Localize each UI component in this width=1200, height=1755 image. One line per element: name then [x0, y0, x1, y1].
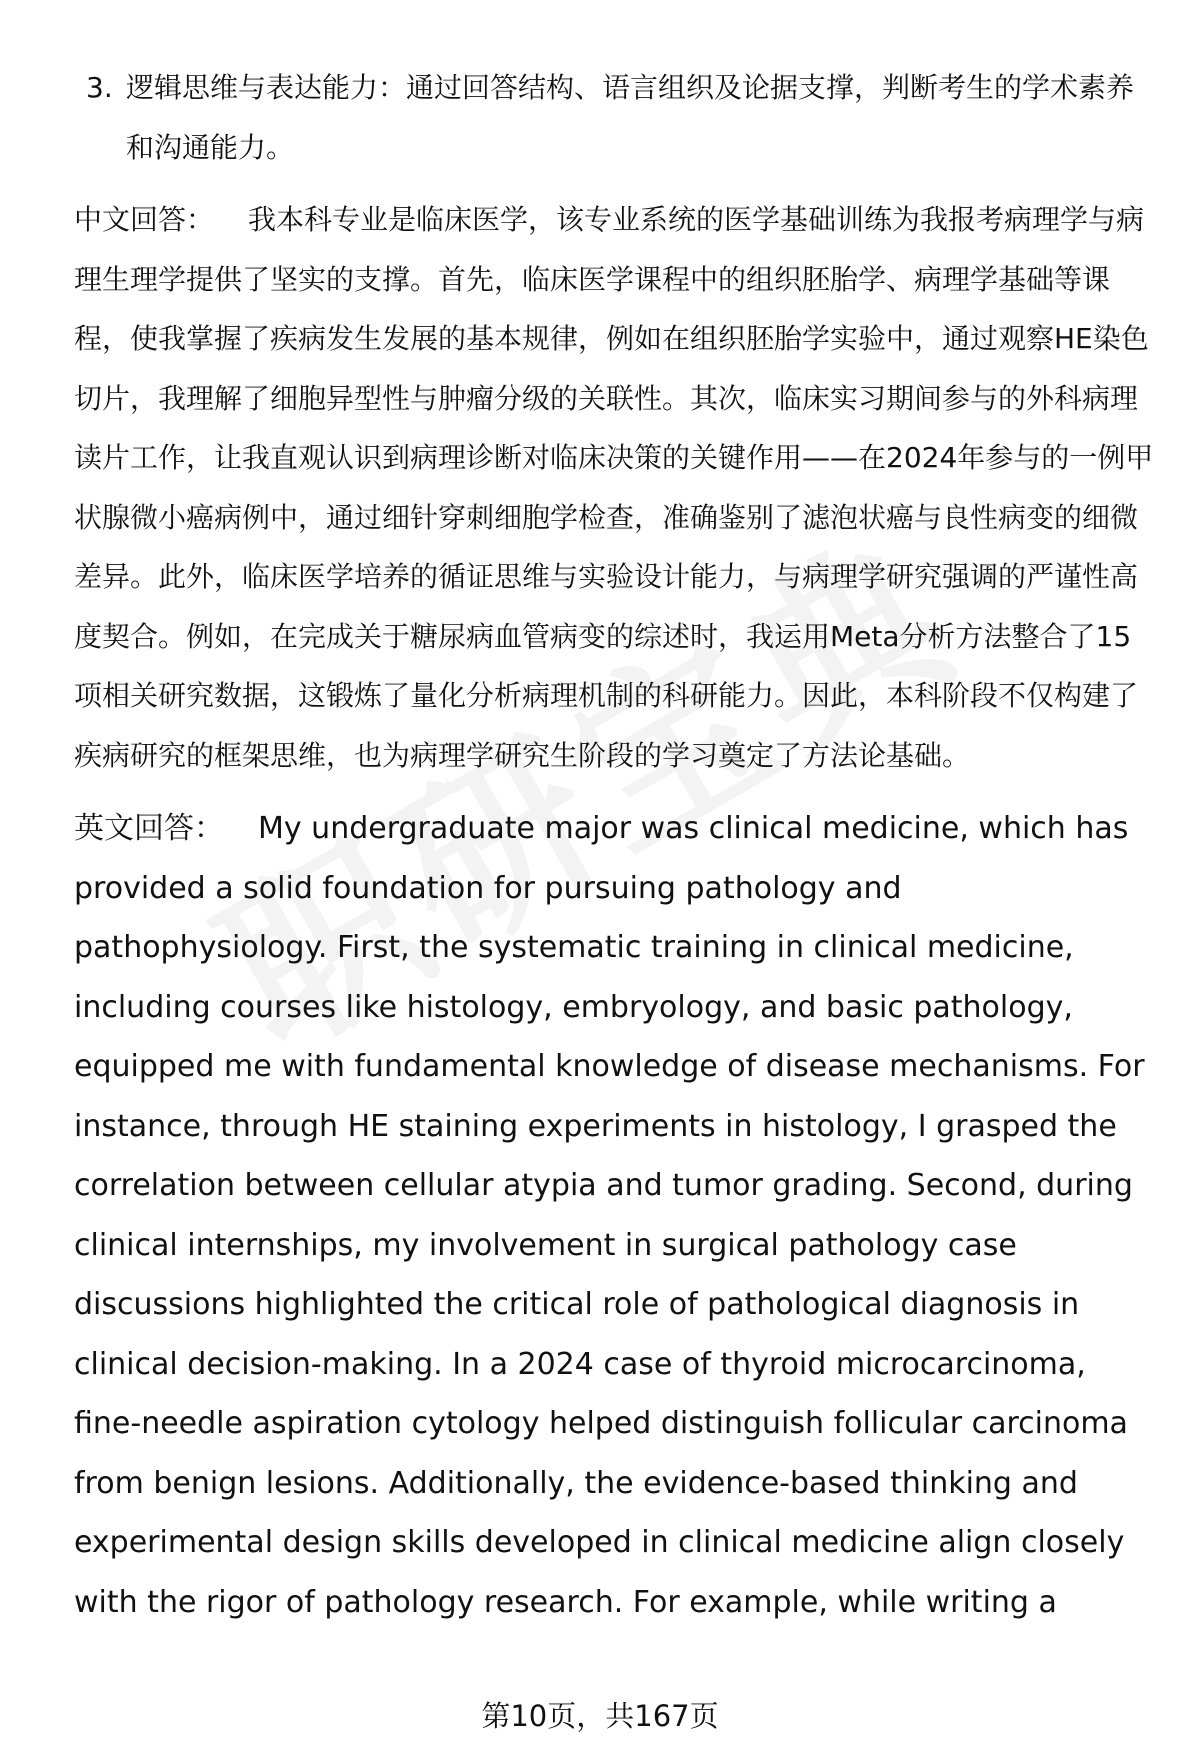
chinese-answer-text: 我本科专业是临床医学，该专业系统的医学基础训练为我报考病理学与病理生理学提供了坚实的支撑。首先，临床医学课程中的组织胚胎学、病理学基础等课程，使我掌握了疾病发生发展的基本规律，例如在组织胚胎学实验中，通过观察HE染色切片，我理解了细胞异型性与肿瘤分级的关联性。其次，临床实习期间参与的外科病理读片工作，让我直观认识到病理诊断对临床决策的关键作用——在2024年参与的一例甲状腺微小癌病例中，通过细针穿刺细胞学检查，准确鉴别了滤泡状癌与良性病变的细微差异。此外，临床医学培养的循证思维与实验设计能力，与病理学研究强调的严谨性高度契合。例如，在完成关于糖尿病血管病变的综述时，我运用Meta分析方法整合了15项相关研究数据，这锻炼了量化分析病理机制的科研能力。因此，本科阶段不仅构建了疾病研究的框架思维，也为病理学研究生阶段的学习奠定了方法论基础。	[74, 203, 1154, 772]
document-content	[74, 58, 1154, 1632]
list-item-text: 逻辑思维与表达能力：通过回答结构、语言组织及论据支撑，判断考生的学术素养和沟通能力。	[126, 71, 1135, 164]
english-answer-text: My undergraduate major was clinical medicine, which has provided a solid foundation for pursuing pathology and pathophysiology. First, the systematic training in clinical medicine, including courses like histology, embryology, and basic pathology, equipped me with fundamental knowledge of disease mechanisms. For instance, through HE staining experiments in histology, I grasped the correlation between cellular atypia and tumor grading. Second, during clinical internships, my involvement in surgical pathology case discussions highlighted the critical role of pathological diagnosis in clinical decision-making. In a 2024 case of thyroid microcarcinoma, fine-needle aspiration cytology helped distinguish follicular carcinoma from benign lesions. Additionally, the evidence-based thinking and experimental design skills developed in clinical medicine align closely with the rigor of pathology research. For example, while writing a	[74, 811, 1145, 1620]
english-answer-paragraph	[74, 799, 1154, 1632]
chinese-answer-label: 中文回答：	[74, 203, 215, 236]
list-number: 3.	[86, 71, 113, 104]
english-answer-label: 英文回答：	[74, 811, 224, 846]
page-number: 第10页，共167页	[481, 1699, 719, 1733]
numbered-list-item	[74, 58, 1154, 177]
chinese-answer-paragraph	[74, 190, 1154, 785]
